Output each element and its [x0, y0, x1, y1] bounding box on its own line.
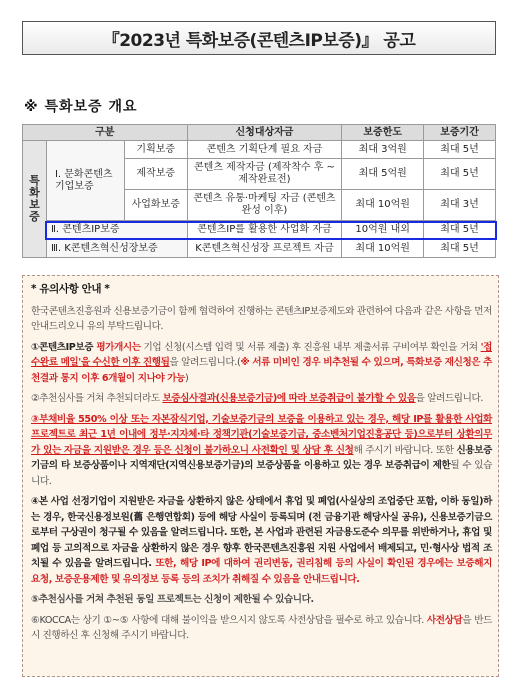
header-fund: 신청대상자금 — [187, 125, 342, 141]
period-cell: 최대 3년 — [424, 190, 496, 221]
notice-item-5: ⑤추천심사를 거쳐 추천된 동일 프로젝트는 신청이 제한될 수 있습니다. — [31, 594, 314, 605]
fund-cell: 콘텐츠 기획단계 필요 자금 — [187, 141, 342, 159]
limit-cell: 최대 10억원 — [342, 190, 424, 221]
header-limit: 보증한도 — [342, 125, 424, 141]
notice-item-6: ⑥KOCCA는 상기 ①~⑤ 사항에 대해 불이익을 받으시지 않도록 사전상담을 필수로 하고 있습니다. 사전상담을 반드시 진행하신 후 신청해 주시기 바랍니다. — [31, 614, 492, 641]
header-category: 구분 — [23, 125, 188, 141]
limit-cell: 최대 5억원 — [342, 159, 424, 190]
section-heading: ※ 특화보증 개요 — [24, 99, 138, 115]
type-cell: 제작보증 — [124, 159, 187, 190]
period-cell: 최대 5년 — [424, 159, 496, 190]
page-title: 『2023년 특화보증(콘텐츠IP보증)』 공고 — [22, 21, 496, 55]
group-label: 특화보증 — [23, 141, 47, 258]
notice-item-1: ①콘텐츠IP보증 평가개시는 기업 신청(시스템 입력 및 서류 제출) 후 진흥원 내부 제출서류 구비여부 확인을 거쳐 '접수완료 메일'을 수신한 이후 진행됨을 알려드립니다.(※ 서류 미비인 경우 비추천될 수 있으며, 특화보증 재신청은 추천결과 통지 이후 6개월이 지나야 가능) — [31, 341, 493, 384]
period-cell: 최대 5년 — [424, 240, 496, 258]
notice-item-3: ③부채비율 550% 이상 또는 자본잠식기업, 기술보증기금의 보증을 이용하고 있는 경우, 해당 IP를 활용한 사업화 프로젝트로 최근 1년 이내에 정부·지자체·타 정책기관(기술보증기금, 중소벤처기업진흥공단 등)으로부터 상환의무가 있는 자금을 지원받은 경우 등은 신청이 불가하오니 사전확인 및 상담 후 신청해 주시기 바랍니다. 또한 신용보증기금의 타 보증상품이나 지역재단(지역신용보증기금)의 보증상품을 이용하고 있는 경우 보증취급이 제한될 수 있습니다. — [31, 413, 492, 487]
limit-cell: 최대 10억원 — [342, 240, 424, 258]
notice-item-2: ②추천심사를 거쳐 추천되더라도 보증심사결과(신용보증기금)에 따라 보증취급이 불가할 수 있음을 알려드립니다. — [31, 393, 484, 404]
ip-guarantee-label: Ⅱ. 콘텐츠IP보증 — [46, 221, 187, 240]
fund-cell: 콘텐츠 유통·마케팅 자금 (콘텐츠 완성 이후) — [187, 190, 342, 221]
fund-cell: 콘텐츠 제작자금 (제작착수 후 ~ 제작완료전) — [187, 159, 342, 190]
limit-cell: 10억원 내외 — [342, 221, 424, 240]
notice-box — [22, 275, 499, 677]
notice-item-4: ④본 사업 선정기업이 지원받은 자금을 상환하지 않은 상태에서 휴업 및 폐업(사실상의 조업중단 포함, 이하 동일)하는 경우, 한국신용정보원(舊 은행연합회) 등에 해당 사실이 등록되며 (전 금융기관 해당사실 공유), 신용보증기금으로부터 구상권이 청구될 수 있음을 알려드립니다. 또한, 본 사업과 관련된 자금용도준수 의무를 위반하거나, 휴업 및 폐업 등 고의적으로 자금을 상환하지 않은 경우 향후 한국콘텐츠진흥원 지원 사업에서 배제되고, 민·형사상 법적 조치될 수 있음을 알려드립니다. 또한, 해당 IP에 대하여 권리변동, 권리침해 등의 사실이 확인된 경우에는 보증해지 요청, 보증운용제한 및 유의정보 등록 등의 조치가 취해질 수 있음을 안내드립니다. — [31, 496, 492, 585]
notice-intro: 한국콘텐츠진흥원과 신용보증기금이 함께 협력하여 진행하는 콘텐츠IP보증제도와 관련하여 다음과 같은 사항을 먼저 안내드리오니 유의 부탁드립니다. — [31, 305, 492, 332]
period-cell: 최대 5년 — [424, 141, 496, 159]
type-cell: 사업화보증 — [124, 190, 187, 221]
notice-title: * 유의사항 안내 * — [31, 283, 110, 295]
guarantee-overview-table — [22, 124, 496, 258]
limit-cell: 최대 3억원 — [342, 141, 424, 159]
k-content-guarantee-label: Ⅲ. K콘텐츠혁신성장보증 — [46, 240, 187, 258]
period-cell: 최대 5년 — [424, 221, 496, 240]
fund-cell: K콘텐츠혁신성장 프로젝트 자금 — [187, 240, 342, 258]
type-cell: 기획보증 — [124, 141, 187, 159]
fund-cell: 콘텐츠IP를 활용한 사업화 자금 — [187, 221, 342, 240]
sub-group-label: Ⅰ. 문화콘텐츠 기업보증 — [46, 141, 124, 221]
header-period: 보증기간 — [424, 125, 496, 141]
